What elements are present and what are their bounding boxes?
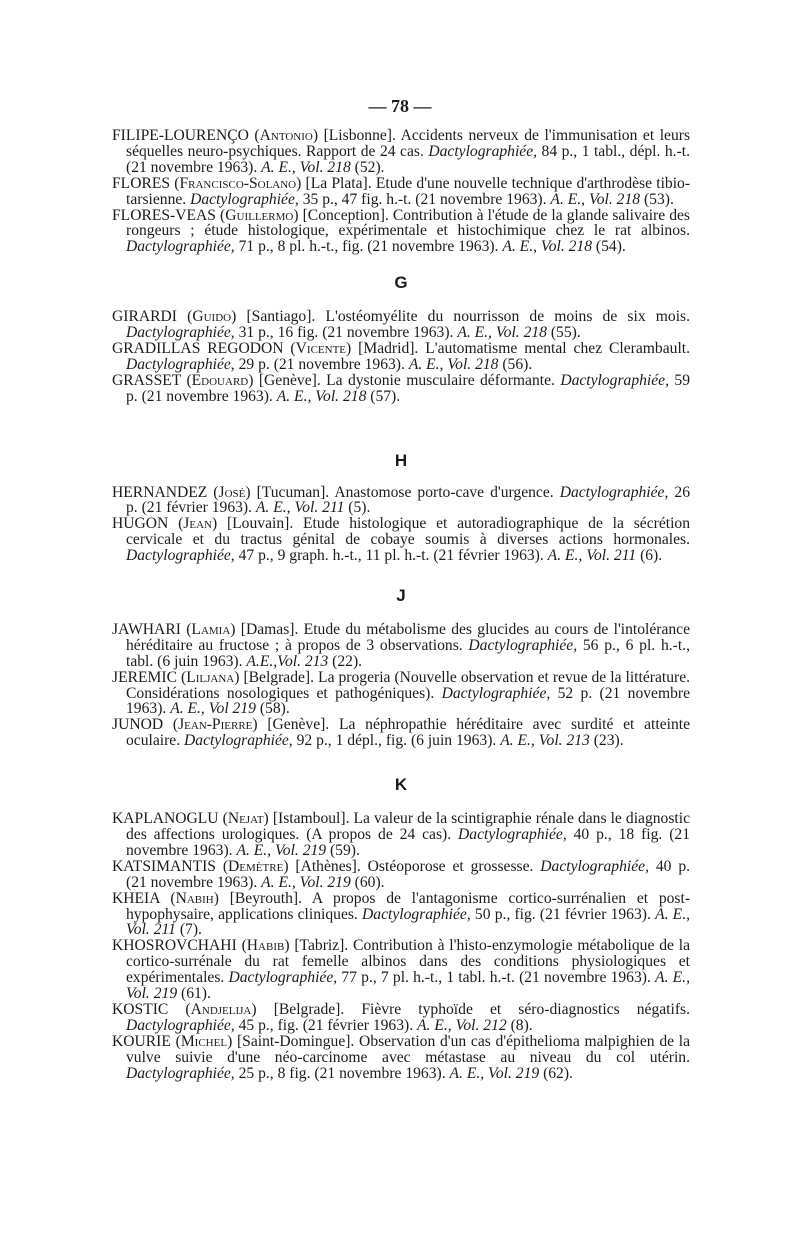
bibliography-entry: HERNANDEZ (José) [Tucuman]. Anastomose porto-cave d'urgence. Dactylographiée, 26 p. (21 février 1963). A. E., Vol. 211 (5). xyxy=(112,483,690,517)
thesis-title: Accidents nerveux de l'immunisation et leurs séquelles neuro-psychiques. Rapport de 24 cas. xyxy=(126,127,691,160)
author-name: FILIPE-LOURENÇO xyxy=(112,127,249,144)
author-city: [Lisbonne]. xyxy=(323,127,396,144)
document-type: Dactylographiée, xyxy=(126,324,235,342)
entry-number: (58). xyxy=(255,700,290,718)
entry-number: (5). xyxy=(344,499,371,517)
bibliography-entry: FLORES (Francisco-Solano) [La Plata]. Etude d'une nouvelle technique d'arthrodèse tibio-tarsienne. Dactylographiée, 35 p., 47 fig. h.-t. (21 novembre 1963). A. E., Vol. 218 (53). xyxy=(112,174,691,208)
entry-number: (6). xyxy=(636,547,663,565)
author-first-name: Francisco-Solano xyxy=(179,174,297,192)
document-details: 56 p., 6 pl. h.-t., tabl. (6 juin 1963). xyxy=(126,636,690,670)
author-name: GRASSET xyxy=(112,371,182,389)
author-first-name: Jean xyxy=(183,515,212,533)
author-first-name: José xyxy=(218,483,246,501)
section-letter: G xyxy=(394,273,408,293)
author-city: [Beyrouth]. xyxy=(229,889,303,907)
volume-reference: A. E., Vol. 219 xyxy=(449,1064,540,1082)
author-first-name: Andjelija xyxy=(190,1000,252,1018)
document-type: Dactylographiée, xyxy=(468,636,578,654)
document-type: Dactylographiée, xyxy=(184,732,293,750)
document-details: 40 p., 18 fig. (21 novembre 1963). xyxy=(126,826,690,859)
volume-reference: A.E.,Vol. 213 xyxy=(246,652,329,670)
document-details: 84 p., 1 tabl., dépl. h.-t. (21 novembre 1963). xyxy=(126,142,690,176)
author-city: [Belgrade]. xyxy=(273,1000,345,1018)
volume-reference: A. E., Vol. 211 xyxy=(126,905,690,939)
author-first-name: Michel xyxy=(180,1032,228,1050)
thesis-title: Fièvre typhoïde et séro-diagnostics négatifs. xyxy=(344,1000,690,1018)
volume-reference: A. E., Vol. 218 xyxy=(276,387,367,405)
entry-number: (7). xyxy=(175,921,202,939)
author-name: FLORES-VEAS xyxy=(112,206,216,224)
author-name: KAPLANOGLU xyxy=(112,810,219,828)
entry-number: (62). xyxy=(539,1064,573,1082)
entry-number: (53). xyxy=(640,190,674,208)
document-details: 71 p., 8 pl. h.-t., fig. (21 novembre 1963). xyxy=(234,238,503,256)
volume-reference: A. E., Vol. 212 xyxy=(417,1016,507,1034)
author-name: KATSIMANTIS xyxy=(112,857,216,875)
author-name: KHEIA xyxy=(112,889,160,907)
volume-reference: A. E., Vol. 219 xyxy=(261,873,351,891)
bibliography-entry: KOSTIC (Andjelija) [Belgrade]. Fièvre typhoïde et séro-diagnostics négatifs. Dactylographiée, 45 p., fig. (21 février 1963). A. E., Vol. 212 (8). xyxy=(112,1000,690,1034)
document-type: Dactylographiée, xyxy=(126,1064,235,1082)
document-type: Dactylographiée, xyxy=(126,1016,235,1034)
author-city: [Genève]. xyxy=(258,371,321,389)
bibliography-entry: KAPLANOGLU (Nejat) [Istamboul]. La valeur de la scintigraphie rénale dans le diagnostic des affections urologiques. (A propos de 24 cas). Dactylographiée, 40 p., 18 fig. (21 novembre 1963). A. E., Vol. 219 (59). xyxy=(112,810,691,859)
author-city: [Saint-Domingue]. xyxy=(236,1032,355,1050)
thesis-title: La valeur de la scintigraphie rénale dans le diagnostic des affections urologiques. (A propos de 24 cas). xyxy=(126,810,691,843)
document-type: Dactylographiée, xyxy=(190,190,299,208)
document-details: 50 p., fig. (21 février 1963). xyxy=(470,905,656,923)
author-first-name: Guido xyxy=(192,308,232,326)
bibliography-entry: KHEIA (Nabih) [Beyrouth]. A propos de l'antagonisme cortico-surrénalien et post-hypophysaire, applications cliniques. Dactylographiée, 50 p., fig. (21 février 1963). A. E., Vol. 211 (7). xyxy=(112,889,691,939)
section-letter: K xyxy=(394,775,408,795)
volume-reference: A. E., Vol. 211 xyxy=(547,547,637,565)
document-type: Dactylographiée, xyxy=(228,969,338,987)
document-details: 52 p. (21 novembre 1963). xyxy=(126,684,690,718)
document-details: 35 p., 47 fig. h.-t. (21 novembre 1963). xyxy=(298,190,551,208)
author-city: [Santiago]. xyxy=(246,308,316,326)
page-number: — 78 — xyxy=(368,96,432,116)
volume-reference: A. E., Vol. 218 xyxy=(550,190,641,208)
document-type: Dactylographiée, xyxy=(441,684,551,702)
author-city: [La Plata]. xyxy=(305,174,372,192)
author-city: [Athènes]. xyxy=(295,857,361,875)
thesis-title: Ostéoporose et grossesse. xyxy=(360,857,541,875)
entry-number: (56). xyxy=(498,355,533,373)
author-name: GIRARDI xyxy=(112,308,177,326)
author-name: GRADILLAS REGODON xyxy=(112,339,284,357)
thesis-title: Etude histologique et autoradiographique de la sécrétion cervicale et du tractus génital de cobaye soumis à diverses actions hormonales. xyxy=(126,515,690,549)
author-first-name: Lamia xyxy=(191,620,231,638)
document-details: 31 p., 16 fig. (21 novembre 1963). xyxy=(234,324,458,342)
author-city: [Istamboul]. xyxy=(272,810,350,828)
entry-number: (55). xyxy=(546,324,581,342)
bibliography-entry: JAWHARI (Lamia) [Damas]. Etude du métabolisme des glucides au cours de l'intolérance héréditaire au fructose ; à propos de 3 observations. Dactylographiée, 56 p., 6 pl. h.-t., tabl. (6 juin 1963). A.E.,Vol. 213 (22). xyxy=(112,620,691,670)
bibliography-entry: JUNOD (Jean-Pierre) [Genève]. La néphropathie héréditaire avec surdité et atteinte oculaire. Dactylographiée, 92 p., 1 dépl., fig. (6 juin 1963). A. E., Vol. 213 (23). xyxy=(112,716,691,750)
thesis-title: L'ostéomyélite du nourrisson de moins de six mois. xyxy=(315,308,691,326)
document-details: 25 p., 8 fig. (21 novembre 1963). xyxy=(234,1064,450,1082)
thesis-title: Etude du métabolisme des glucides au cours de l'intolérance héréditaire au fructose ; à propos de 3 observations. xyxy=(126,620,691,654)
entry-number: (57). xyxy=(366,387,401,405)
thesis-title: Contribution à l'étude de la glande salivaire des rongeurs ; étude histologique, expérimentale et histochimique chez le rat albinos. xyxy=(126,206,691,240)
author-first-name: Habib xyxy=(246,937,285,955)
author-name: JAWHARI xyxy=(112,620,181,638)
bibliography-entry: KHOSROVCHAHI (Habib) [Tabriz]. Contribution à l'histo-enzymologie métabolique de la cortico-surrénale du rat femelle albinos dans des conditions physiologiques et expérimentales. Dactylographiée, 77 p., 7 pl. h.-t., 1 tabl. h.-t. (21 novembre 1963). A. E., Vol. 219 (61). xyxy=(112,937,691,1003)
document-type: Dactylographiée, xyxy=(540,857,649,875)
author-city: [Genève]. xyxy=(267,716,330,734)
entry-number: (8). xyxy=(506,1016,533,1034)
author-first-name: Edouard xyxy=(191,371,249,389)
thesis-title: Etude d'une nouvelle technique d'arthrodèse tibio-tarsienne. xyxy=(126,174,691,208)
document-details: 29 p. (21 novembre 1963). xyxy=(234,355,409,373)
author-first-name: Jean-Pierre xyxy=(178,716,253,734)
volume-reference: A. E., Vol. 218 xyxy=(457,324,547,342)
entry-number: (60). xyxy=(350,873,385,891)
author-city: [Damas]. xyxy=(240,620,299,638)
thesis-title: La néphropathie héréditaire avec surdité et atteinte oculaire. xyxy=(126,716,691,750)
document-details: 26 p. (21 février 1963). xyxy=(126,483,690,517)
author-city: [Tucuman]. xyxy=(256,483,330,501)
author-name: KOURIE xyxy=(112,1032,171,1050)
document-details: 92 p., 1 dépl., fig. (6 juin 1963). xyxy=(292,732,501,750)
bibliography-entry: GIRARDI (Guido) [Santiago]. L'ostéomyélite du nourrisson de moins de six mois. Dactylographiée, 31 p., 16 fig. (21 novembre 1963). A. E., Vol. 218 (55). xyxy=(112,308,691,342)
bibliography-entry: GRASSET (Edouard) [Genève]. La dystonie musculaire déformante. Dactylographiée, 59 p. (21 novembre 1963). A. E., Vol. 218 (57). xyxy=(112,371,691,405)
author-first-name: Liljana xyxy=(186,668,235,686)
entry-number: (59). xyxy=(326,841,360,859)
author-name: JEREMIC xyxy=(112,668,177,686)
author-name: JUNOD xyxy=(112,716,164,734)
document-type: Dactylographiée, xyxy=(126,355,235,373)
author-first-name: Nejat xyxy=(227,810,264,828)
entry-number: (22). xyxy=(328,652,363,670)
thesis-title: Contribution à l'histo-enzymologie métabolique de la cortico-surrénale du rat femelle albinos dans des conditions physiologiques et expérimentales. xyxy=(126,937,691,987)
document-details: 40 p. (21 novembre 1963). xyxy=(126,857,691,891)
thesis-title: La progeria (Nouvelle observation et revue de la littérature. Considérations nosologiques et pathogéniques). xyxy=(126,668,691,702)
author-first-name: Demètre xyxy=(228,857,284,875)
author-name: KHOSROVCHAHI xyxy=(112,937,237,955)
volume-reference: A. E., Vol. 218 xyxy=(261,158,351,176)
entry-number: (52). xyxy=(350,158,385,176)
bibliography-entry: KATSIMANTIS (Demètre) [Athènes]. Ostéoporose et grossesse. Dactylographiée, 40 p. (21 novembre 1963). A. E., Vol. 219 (60). xyxy=(112,857,691,891)
bibliography-entry: FILIPE-LOURENÇO (Antonio) [Lisbonne]. Accidents nerveux de l'immunisation et leurs séquelles neuro-psychiques. Rapport de 24 cas. Dactylographiée, 84 p., 1 tabl., dépl. h.-t. (21 novembre 1963). A. E., Vol. 218 (52). xyxy=(112,127,691,176)
document-type: Dactylographiée, xyxy=(560,371,670,389)
volume-reference: A. E., Vol. 213 xyxy=(500,732,590,750)
document-type: Dactylographiée, xyxy=(428,142,538,160)
volume-reference: A. E., Vol. 219 xyxy=(236,841,327,859)
bibliography-entry: JEREMIC (Liljana) [Belgrade]. La progeria (Nouvelle observation et revue de la littérature. Considérations nosologiques et pathogéniques). Dactylographiée, 52 p. (21 novembre 1963). A. E., Vol 219 (58). xyxy=(112,668,691,718)
bibliography-column xyxy=(112,128,690,1082)
thesis-title: Anastomose porto-cave d'urgence. xyxy=(329,483,560,501)
author-name: FLORES xyxy=(112,174,171,192)
bibliography-entry: HUGON (Jean) [Louvain]. Etude histologique et autoradiographique de la sécrétion cervicale et du tractus génital de cobaye soumis à diverses actions hormonales. Dactylographiée, 47 p., 9 graph. h.-t., 11 pl. h.-t. (21 février 1963). A. E., Vol. 211 (6). xyxy=(112,515,690,565)
entry-number: (54). xyxy=(592,238,626,256)
bibliography-entry: KOURIE (Michel) [Saint-Domingue]. Observation d'un cas d'épithelioma malpighien de la vulve suivie d'une néo-carcinome avec métastase au niveau du col utérin. Dactylographiée, 25 p., 8 fig. (21 novembre 1963). A. E., Vol. 219 (62). xyxy=(112,1032,690,1082)
volume-reference: A. E., Vol 219 xyxy=(170,700,256,718)
author-city: [Conception]. xyxy=(302,206,389,224)
document-details: 45 p., fig. (21 février 1963). xyxy=(234,1016,418,1034)
entry-number: (23). xyxy=(589,732,624,750)
bibliography-entry: FLORES-VEAS (Guillermo) [Conception]. Contribution à l'étude de la glande salivaire des rongeurs ; étude histologique, expérimentale et histochimique chez le rat albinos. Dactylographiée, 71 p., 8 pl. h.-t., fig. (21 novembre 1963). A. E., Vol. 218 (54). xyxy=(112,206,691,256)
author-first-name: Antonio xyxy=(259,127,313,144)
document-type: Dactylographiée, xyxy=(126,547,235,565)
volume-reference: A. E., Vol. 218 xyxy=(502,238,593,256)
section-letter: J xyxy=(396,586,406,606)
bibliography-entry: GRADILLAS REGODON (Vicente) [Madrid]. L'automatisme mental chez Clerambault. Dactylographiée, 29 p. (21 novembre 1963). A. E., Vol. 218 (56). xyxy=(112,339,691,373)
document-type: Dactylographiée, xyxy=(458,826,567,843)
author-first-name: Guillermo xyxy=(225,206,294,224)
author-name: HERNANDEZ xyxy=(112,483,208,501)
thesis-title: A propos de l'antagonisme cortico-surrénalien et post-hypophysaire, applications cliniques. xyxy=(126,889,691,923)
volume-reference: A. E., Vol. 211 xyxy=(255,499,345,517)
entry-number: (61). xyxy=(177,985,211,1003)
document-type: Dactylographiée, xyxy=(362,905,471,923)
document-type: Dactylographiée, xyxy=(559,483,669,501)
thesis-title: Observation d'un cas d'épithelioma malpighien de la vulve suivie d'une néo-carcinome avec métastase au niveau du col utérin. xyxy=(126,1032,690,1066)
author-first-name: Nabih xyxy=(175,889,214,907)
document-details: 59 p. (21 novembre 1963). xyxy=(126,371,691,405)
author-name: HUGON xyxy=(112,515,169,533)
author-city: [Belgrade]. xyxy=(243,668,315,686)
document-type: Dactylographiée, xyxy=(126,238,235,256)
volume-reference: A. E., Vol. 218 xyxy=(408,355,499,373)
author-first-name: Vicente xyxy=(295,339,347,357)
volume-reference: A. E., Vol. 219 xyxy=(126,969,690,1003)
thesis-title: La dystonie musculaire déformante. xyxy=(320,371,561,389)
author-city: [Louvain]. xyxy=(226,515,294,533)
document-details: 47 p., 9 graph. h.-t., 11 pl. h.-t. (21 février 1963). xyxy=(234,547,548,565)
document-details: 77 p., 7 pl. h.-t., 1 tabl. h.-t. (21 novembre 1963). xyxy=(337,969,656,987)
author-city: [Madrid]. xyxy=(358,339,419,357)
author-city: [Tabriz]. xyxy=(294,937,349,955)
section-letter: H xyxy=(394,450,408,470)
thesis-title: L'automatisme mental chez Clerambault. xyxy=(418,339,691,357)
author-name: KOSTIC xyxy=(112,1000,169,1018)
